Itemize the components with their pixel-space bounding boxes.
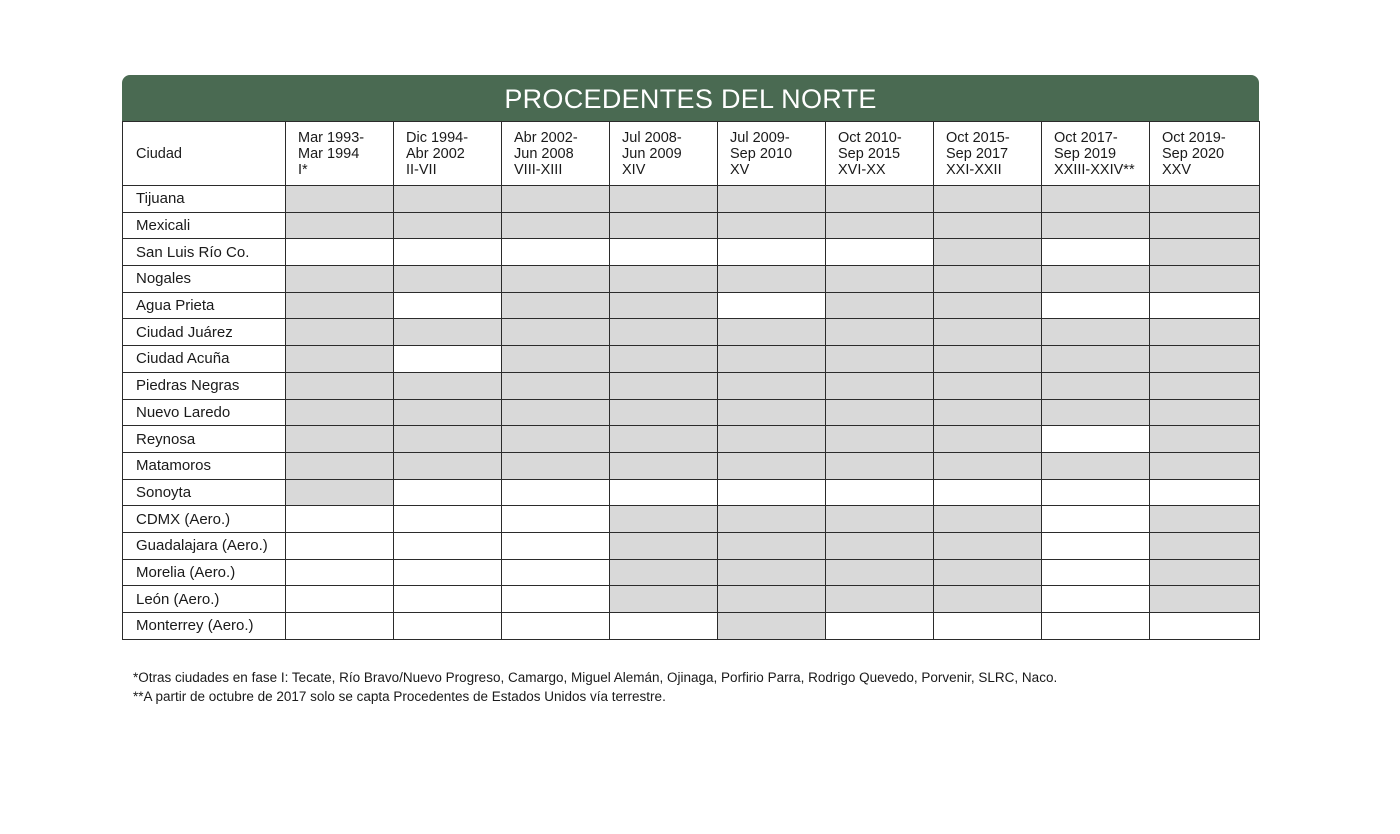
header-row xyxy=(123,122,1260,186)
coverage-cell-filled xyxy=(502,292,610,319)
period-label-line3: I* xyxy=(298,161,308,178)
coverage-cell-filled xyxy=(610,452,718,479)
city-name-cell: Tijuana xyxy=(123,186,286,213)
coverage-cell-filled xyxy=(1042,372,1150,399)
coverage-cell-filled xyxy=(610,266,718,293)
coverage-cell-filled xyxy=(286,212,394,239)
coverage-cell-filled xyxy=(610,586,718,613)
coverage-cell-filled xyxy=(718,319,826,346)
period-label-line3: XIV xyxy=(622,161,646,178)
coverage-cell-filled xyxy=(610,559,718,586)
coverage-cell-empty xyxy=(610,479,718,506)
coverage-cell-filled xyxy=(826,506,934,533)
coverage-cell-filled xyxy=(934,186,1042,213)
coverage-cell-empty xyxy=(1042,479,1150,506)
period-label-line1: Oct 2017- xyxy=(1054,129,1118,146)
coverage-cell-empty xyxy=(286,559,394,586)
coverage-cell-filled xyxy=(826,559,934,586)
city-name-cell: Monterrey (Aero.) xyxy=(123,613,286,640)
coverage-cell-filled xyxy=(502,266,610,293)
coverage-cell-filled xyxy=(1150,372,1260,399)
coverage-cell-empty xyxy=(502,239,610,266)
table-row xyxy=(123,559,1260,586)
coverage-cell-filled xyxy=(934,372,1042,399)
coverage-cell-filled xyxy=(394,212,502,239)
coverage-cell-filled xyxy=(286,399,394,426)
coverage-cell-filled xyxy=(610,292,718,319)
table-row xyxy=(123,586,1260,613)
coverage-cell-filled xyxy=(718,586,826,613)
coverage-cell-empty xyxy=(286,532,394,559)
coverage-cell-empty xyxy=(1042,426,1150,453)
period-label-line3: XVI-XX xyxy=(838,161,886,178)
coverage-cell-filled xyxy=(826,319,934,346)
column-header-period xyxy=(610,122,718,186)
coverage-cell-filled xyxy=(934,239,1042,266)
coverage-cell-filled xyxy=(394,452,502,479)
coverage-cell-filled xyxy=(1150,426,1260,453)
column-header-period xyxy=(718,122,826,186)
coverage-cell-empty xyxy=(394,292,502,319)
coverage-cell-filled xyxy=(826,426,934,453)
city-name-cell: Morelia (Aero.) xyxy=(123,559,286,586)
period-label-line1: Oct 2010- xyxy=(838,129,902,146)
period-label-line3: XXV xyxy=(1162,161,1192,178)
table-row xyxy=(123,186,1260,213)
coverage-cell-filled xyxy=(610,346,718,373)
coverage-cell-empty xyxy=(394,346,502,373)
coverage-cell-empty xyxy=(718,292,826,319)
coverage-cell-filled xyxy=(826,186,934,213)
coverage-cell-empty xyxy=(502,506,610,533)
coverage-cell-filled xyxy=(286,426,394,453)
coverage-cell-filled xyxy=(826,372,934,399)
coverage-cell-filled xyxy=(934,506,1042,533)
city-name-cell: Sonoyta xyxy=(123,479,286,506)
coverage-cell-empty xyxy=(718,239,826,266)
coverage-cell-filled xyxy=(1150,452,1260,479)
coverage-cell-filled xyxy=(1042,186,1150,213)
coverage-cell-empty xyxy=(1042,613,1150,640)
coverage-cell-filled xyxy=(718,186,826,213)
period-label-line3: XXI-XXII xyxy=(946,161,1002,178)
coverage-table xyxy=(122,121,1260,640)
table-row xyxy=(123,399,1260,426)
coverage-cell-filled xyxy=(610,186,718,213)
period-label-line2: Jun 2009 xyxy=(622,145,682,162)
coverage-cell-empty xyxy=(286,239,394,266)
period-label-line1: Mar 1993- xyxy=(298,129,365,146)
coverage-cell-filled xyxy=(1042,212,1150,239)
period-label-line1: Jul 2008- xyxy=(622,129,682,146)
coverage-cell-filled xyxy=(1150,239,1260,266)
city-name-cell: Reynosa xyxy=(123,426,286,453)
footnote-2: **A partir de octubre de 2017 solo se capta Procedentes de Estados Unidos vía terrestre. xyxy=(133,688,666,704)
coverage-cell-filled xyxy=(610,212,718,239)
coverage-cell-filled xyxy=(826,399,934,426)
city-name-cell: CDMX (Aero.) xyxy=(123,506,286,533)
coverage-cell-filled xyxy=(934,212,1042,239)
coverage-cell-empty xyxy=(394,532,502,559)
coverage-cell-empty xyxy=(1042,506,1150,533)
footnote-1: *Otras ciudades en fase I: Tecate, Río Bravo/Nuevo Progreso, Camargo, Miguel Alemán, Ojinaga, Porfirio Parra, Rodrigo Quevedo, Porvenir, SLRC, Naco. xyxy=(133,670,1058,685)
coverage-cell-filled xyxy=(718,452,826,479)
coverage-cell-filled xyxy=(502,212,610,239)
period-label-line2: Sep 2015 xyxy=(838,145,901,162)
coverage-cell-filled xyxy=(826,346,934,373)
period-label-line1: Jul 2009- xyxy=(730,129,790,146)
coverage-cell-empty xyxy=(502,559,610,586)
coverage-cell-empty xyxy=(502,613,610,640)
coverage-cell-filled xyxy=(1150,506,1260,533)
period-label-line3: XXIII-XXIV** xyxy=(1054,161,1135,178)
coverage-cell-filled xyxy=(610,426,718,453)
period-label-line1: Dic 1994- xyxy=(406,129,469,146)
coverage-cell-empty xyxy=(1042,586,1150,613)
coverage-cell-filled xyxy=(394,426,502,453)
period-label-line2: Sep 2019 xyxy=(1054,145,1117,162)
coverage-cell-filled xyxy=(934,532,1042,559)
coverage-cell-filled xyxy=(1150,266,1260,293)
coverage-cell-filled xyxy=(718,613,826,640)
column-header-city: Ciudad xyxy=(123,122,286,186)
period-label-line2: Mar 1994 xyxy=(298,145,360,162)
coverage-cell-empty xyxy=(394,479,502,506)
coverage-cell-filled xyxy=(394,186,502,213)
coverage-cell-filled xyxy=(610,399,718,426)
coverage-table-panel xyxy=(122,75,1259,640)
city-name-cell: Guadalajara (Aero.) xyxy=(123,532,286,559)
coverage-cell-filled xyxy=(1150,586,1260,613)
period-label-line3: II-VII xyxy=(406,161,437,178)
coverage-cell-empty xyxy=(286,613,394,640)
coverage-cell-filled xyxy=(610,372,718,399)
city-name-cell: Mexicali xyxy=(123,212,286,239)
table-row xyxy=(123,426,1260,453)
coverage-cell-filled xyxy=(934,319,1042,346)
table-row xyxy=(123,506,1260,533)
coverage-cell-filled xyxy=(502,452,610,479)
table-row xyxy=(123,239,1260,266)
coverage-cell-filled xyxy=(394,266,502,293)
city-name-cell: Piedras Negras xyxy=(123,372,286,399)
coverage-cell-empty xyxy=(1042,532,1150,559)
column-header-period xyxy=(934,122,1042,186)
coverage-cell-filled xyxy=(718,532,826,559)
coverage-cell-filled xyxy=(934,266,1042,293)
coverage-cell-filled xyxy=(1150,532,1260,559)
coverage-cell-filled xyxy=(718,372,826,399)
table-row xyxy=(123,212,1260,239)
coverage-cell-filled xyxy=(718,399,826,426)
coverage-cell-empty xyxy=(1150,613,1260,640)
coverage-cell-filled xyxy=(826,266,934,293)
city-name-cell: Ciudad Juárez xyxy=(123,319,286,346)
coverage-cell-filled xyxy=(1042,452,1150,479)
coverage-cell-filled xyxy=(394,399,502,426)
coverage-cell-empty xyxy=(1042,292,1150,319)
coverage-cell-empty xyxy=(1042,239,1150,266)
coverage-cell-filled xyxy=(502,399,610,426)
coverage-cell-filled xyxy=(934,346,1042,373)
coverage-cell-filled xyxy=(286,452,394,479)
table-body xyxy=(123,186,1260,640)
coverage-cell-filled xyxy=(1150,212,1260,239)
coverage-cell-filled xyxy=(718,559,826,586)
coverage-cell-filled xyxy=(610,319,718,346)
coverage-cell-filled xyxy=(718,506,826,533)
period-label-line2: Sep 2020 xyxy=(1162,145,1225,162)
period-label-line2: Jun 2008 xyxy=(514,145,574,162)
coverage-cell-filled xyxy=(1150,186,1260,213)
coverage-cell-filled xyxy=(286,319,394,346)
period-label-line2: Sep 2017 xyxy=(946,145,1009,162)
coverage-cell-filled xyxy=(826,212,934,239)
coverage-cell-filled xyxy=(718,212,826,239)
coverage-cell-filled xyxy=(286,266,394,293)
coverage-cell-empty xyxy=(502,586,610,613)
coverage-cell-filled xyxy=(1150,399,1260,426)
period-label-line3: XV xyxy=(730,161,750,178)
coverage-cell-empty xyxy=(826,613,934,640)
table-row xyxy=(123,372,1260,399)
coverage-cell-filled xyxy=(286,292,394,319)
coverage-cell-filled xyxy=(502,186,610,213)
coverage-cell-empty xyxy=(826,479,934,506)
period-label-line2: Abr 2002 xyxy=(406,145,465,162)
coverage-cell-filled xyxy=(502,319,610,346)
coverage-cell-filled xyxy=(934,426,1042,453)
table-title: PROCEDENTES DEL NORTE xyxy=(122,75,1259,121)
city-name-cell: Agua Prieta xyxy=(123,292,286,319)
table-row xyxy=(123,479,1260,506)
period-label-line1: Oct 2015- xyxy=(946,129,1010,146)
coverage-cell-empty xyxy=(934,613,1042,640)
coverage-cell-filled xyxy=(718,426,826,453)
coverage-cell-filled xyxy=(286,186,394,213)
coverage-cell-empty xyxy=(394,586,502,613)
table-row xyxy=(123,452,1260,479)
city-name-cell: Nuevo Laredo xyxy=(123,399,286,426)
coverage-cell-empty xyxy=(1042,559,1150,586)
coverage-cell-filled xyxy=(826,452,934,479)
coverage-cell-empty xyxy=(610,613,718,640)
coverage-cell-empty xyxy=(286,586,394,613)
coverage-cell-filled xyxy=(610,506,718,533)
coverage-cell-empty xyxy=(502,479,610,506)
coverage-cell-empty xyxy=(826,239,934,266)
period-label-line2: Sep 2010 xyxy=(730,145,793,162)
coverage-cell-filled xyxy=(826,586,934,613)
coverage-cell-filled xyxy=(394,319,502,346)
table-row xyxy=(123,319,1260,346)
coverage-cell-filled xyxy=(286,372,394,399)
city-name-cell: Nogales xyxy=(123,266,286,293)
table-row xyxy=(123,292,1260,319)
coverage-cell-filled xyxy=(934,292,1042,319)
coverage-cell-filled xyxy=(286,479,394,506)
coverage-cell-empty xyxy=(394,613,502,640)
coverage-cell-filled xyxy=(502,346,610,373)
table-row xyxy=(123,346,1260,373)
coverage-cell-filled xyxy=(1150,346,1260,373)
coverage-cell-filled xyxy=(934,559,1042,586)
coverage-cell-empty xyxy=(1150,292,1260,319)
coverage-cell-filled xyxy=(286,346,394,373)
coverage-cell-empty xyxy=(934,479,1042,506)
coverage-cell-filled xyxy=(1042,319,1150,346)
coverage-cell-filled xyxy=(934,399,1042,426)
coverage-cell-filled xyxy=(1150,319,1260,346)
coverage-cell-empty xyxy=(502,532,610,559)
coverage-cell-empty xyxy=(286,506,394,533)
coverage-cell-filled xyxy=(1150,559,1260,586)
table-row xyxy=(123,532,1260,559)
coverage-cell-filled xyxy=(1042,399,1150,426)
coverage-cell-filled xyxy=(718,266,826,293)
coverage-cell-empty xyxy=(718,479,826,506)
column-header-period xyxy=(826,122,934,186)
city-name-cell: Ciudad Acuña xyxy=(123,346,286,373)
city-name-cell: Matamoros xyxy=(123,452,286,479)
column-header-period xyxy=(286,122,394,186)
coverage-cell-filled xyxy=(502,372,610,399)
coverage-cell-filled xyxy=(1042,266,1150,293)
coverage-cell-filled xyxy=(934,586,1042,613)
coverage-cell-filled xyxy=(1042,346,1150,373)
coverage-cell-filled xyxy=(502,426,610,453)
period-label-line1: Oct 2019- xyxy=(1162,129,1226,146)
coverage-cell-filled xyxy=(718,346,826,373)
coverage-cell-filled xyxy=(826,532,934,559)
coverage-cell-empty xyxy=(394,239,502,266)
city-name-cell: San Luis Río Co. xyxy=(123,239,286,266)
table-row xyxy=(123,613,1260,640)
coverage-cell-filled xyxy=(610,532,718,559)
coverage-cell-empty xyxy=(394,506,502,533)
coverage-cell-filled xyxy=(826,292,934,319)
coverage-cell-empty xyxy=(394,559,502,586)
coverage-cell-filled xyxy=(934,452,1042,479)
coverage-cell-filled xyxy=(394,372,502,399)
coverage-cell-empty xyxy=(610,239,718,266)
period-label-line1: Abr 2002- xyxy=(514,129,578,146)
city-name-cell: León (Aero.) xyxy=(123,586,286,613)
column-header-period xyxy=(502,122,610,186)
column-header-period xyxy=(394,122,502,186)
footnotes xyxy=(133,669,1057,706)
column-header-period xyxy=(1042,122,1150,186)
coverage-cell-empty xyxy=(1150,479,1260,506)
table-row xyxy=(123,266,1260,293)
period-label-line3: VIII-XIII xyxy=(514,161,563,178)
column-header-period xyxy=(1150,122,1260,186)
